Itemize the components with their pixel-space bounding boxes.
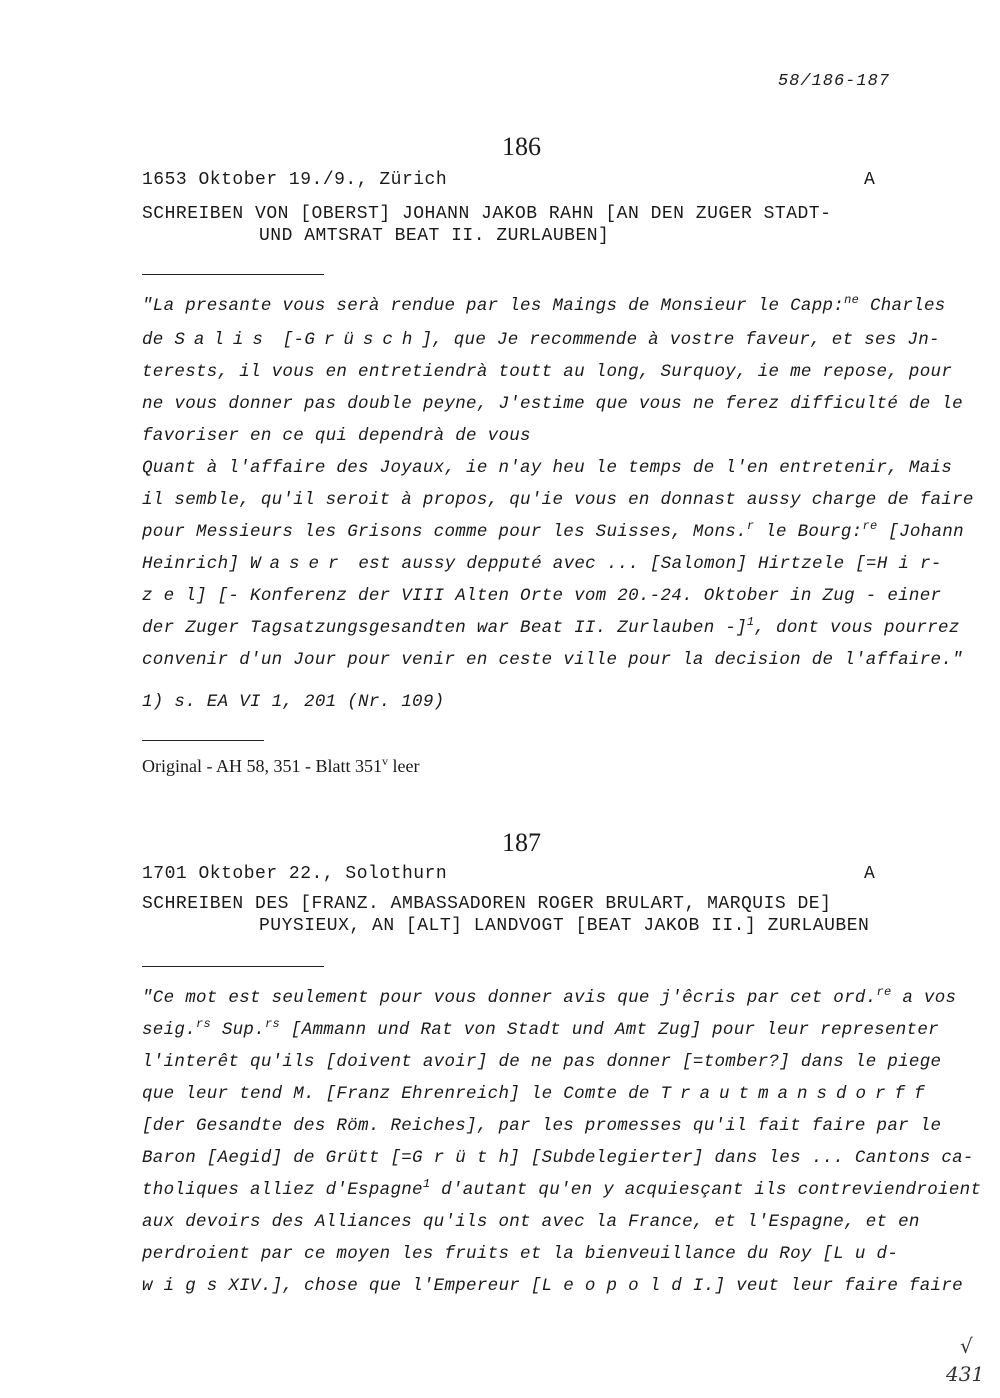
document-number: 186 bbox=[502, 132, 541, 161]
document-title-line-1: SCHREIBEN VON [OBERST] JOHANN JAKOB RAHN [AN DEN ZUGER STADT- bbox=[142, 204, 832, 224]
document-mark: A bbox=[864, 864, 876, 884]
text-line: aux devoirs des Alliances qu'ils ont avec la France, et l'Espagne, et en bbox=[142, 1212, 920, 1232]
text-line: z e l] [- Konferenz der VIII Alten Orte vom 20.-24. Oktober in Zug - einer bbox=[142, 586, 942, 606]
footnote: 1) s. EA VI 1, 201 (Nr. 109) bbox=[142, 692, 445, 712]
text-line: w i g s XIV.], chose que l'Empereur [L e o p o l d I.] veut leur faire faire bbox=[142, 1276, 963, 1296]
page-reference: 58/186-187 bbox=[777, 72, 890, 91]
text-line: de Salis [-Grüsch], que Je recommende à vostre faveur, et ses Jn- bbox=[142, 330, 940, 350]
separator-rule bbox=[142, 966, 324, 967]
text-line: [der Gesandte des Röm. Reiches], par les promesses qu'il fait faire par le bbox=[142, 1116, 942, 1136]
text-line: "Ce mot est seulement pour vous donner avis que j'êcris par cet ord.$^{re}$ a vos bbox=[142, 985, 957, 1008]
separator-rule bbox=[142, 740, 264, 741]
text-line: tholiques alliez d'Espagne$^1$ d'autant qu'en y acquiesçant ils contreviendroient bbox=[142, 1177, 982, 1200]
text-line: il semble, qu'il seroit à propos, qu'ie vous en donnast aussy charge de faire bbox=[142, 490, 974, 510]
document-title-line-1: SCHREIBEN DES [FRANZ. AMBASSADOREN ROGER BRULART, MARQUIS DE] bbox=[142, 894, 832, 914]
text-line: terests, il vous en entretiendrà toutt au long, Surquoy, ie me repose, pour bbox=[142, 362, 953, 382]
document-mark: A bbox=[864, 170, 876, 190]
check-mark: √ bbox=[960, 1334, 973, 1358]
text-line: que leur tend M. [Franz Ehrenreich] le Comte de Trautmansdorff bbox=[142, 1084, 934, 1104]
text-line: l'interêt qu'ils [doivent avoir] de ne pas donner [=tomber?] dans le piege bbox=[142, 1052, 942, 1072]
folio-annotation: 431 bbox=[946, 1362, 985, 1386]
text-line: Baron [Aegid] de Grütt [=G r ü t h] [Subdelegierter] dans les ... Cantons ca- bbox=[142, 1148, 974, 1168]
text-line: ne vous donner pas double peyne, J'estime que vous ne ferez difficulté de le bbox=[142, 394, 963, 414]
text-line: Heinrich] Waser est aussy depputé avec ... [Salomon] Hirtzele [=H i r- bbox=[142, 554, 942, 574]
document-title-line-2: UND AMTSRAT BEAT II. ZURLAUBEN] bbox=[259, 226, 610, 246]
text-line: pour Messieurs les Grisons comme pour les Suisses, Mons.$^r$ le Bourg:$^{re}$ [Johann bbox=[142, 519, 964, 542]
text-line: perdroient par ce moyen les fruits et la bienveuillance du Roy [L u d- bbox=[142, 1244, 899, 1264]
document-title-line-2: PUYSIEUX, AN [ALT] LANDVOGT [BEAT JAKOB II.] ZURLAUBEN bbox=[259, 916, 870, 936]
separator-rule bbox=[142, 274, 324, 275]
text-line: convenir d'un Jour pour venir en ceste ville pour la decision de l'affaire." bbox=[142, 650, 963, 670]
text-line: favoriser en ce qui dependrà de vous bbox=[142, 426, 531, 446]
text-line: "La presante vous serà rendue par les Maings de Monsieur le Capp:$^{ne}$ Charles bbox=[142, 293, 946, 316]
date-place: 1701 Oktober 22., Solothurn bbox=[142, 864, 448, 884]
text-line: der Zuger Tagsatzungsgesandten war Beat II. Zurlauben -]$^1$, dont vous pourrez bbox=[142, 615, 960, 638]
source-note: Original - AH 58, 351 - Blatt 351$^v$ leer bbox=[142, 754, 420, 776]
document-number: 187 bbox=[502, 828, 541, 857]
text-line: Quant à l'affaire des Joyaux, ie n'ay heu le temps de l'en entretenir, Mais bbox=[142, 458, 953, 478]
text-line: seig.$^{rs}$ Sup.$^{rs}$ [Ammann und Rat von Stadt und Amt Zug] pour leur representer bbox=[142, 1017, 939, 1040]
date-place: 1653 Oktober 19./9., Zürich bbox=[142, 170, 448, 190]
